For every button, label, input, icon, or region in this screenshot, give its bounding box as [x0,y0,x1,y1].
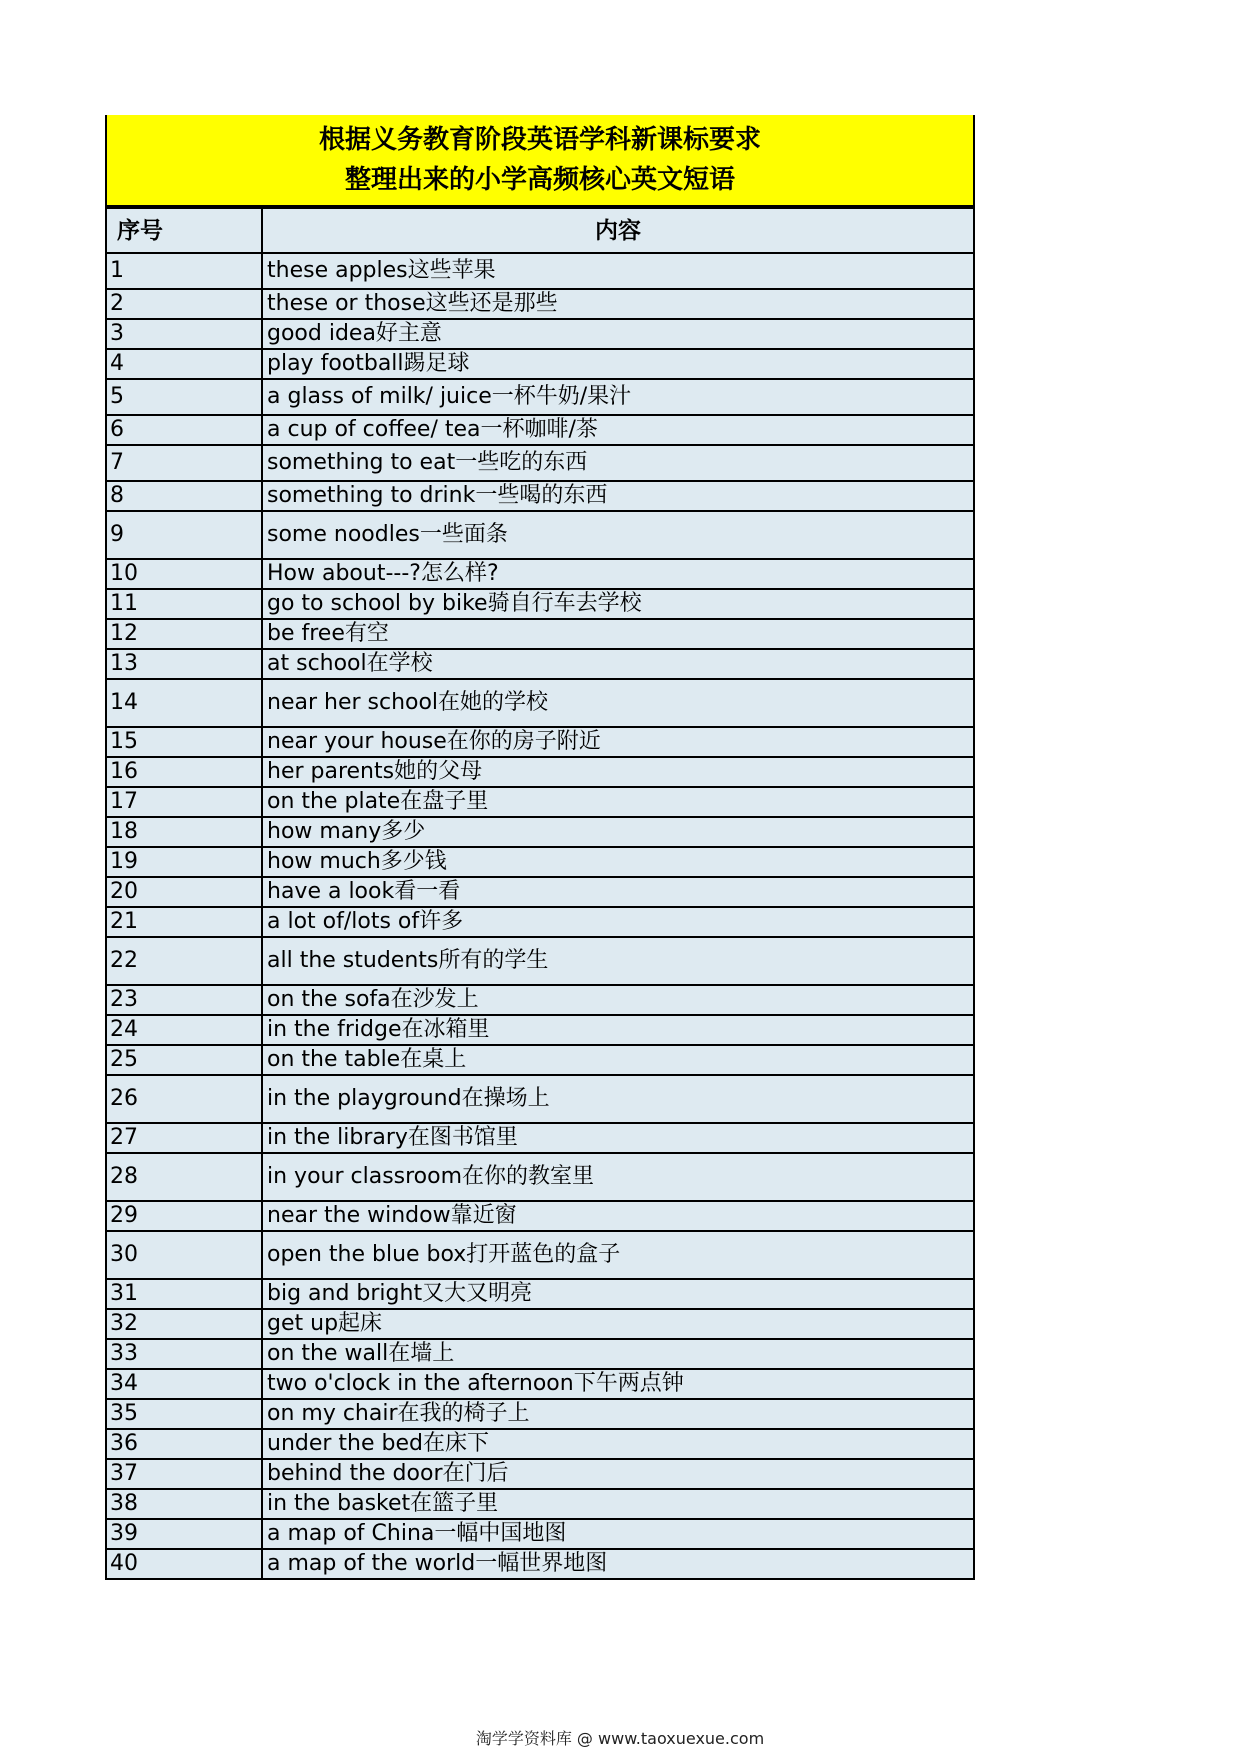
table-row [106,649,974,679]
row-number: 39 [106,1519,262,1549]
table-row [106,1201,974,1231]
row-number: 27 [106,1123,262,1153]
row-number: 36 [106,1429,262,1459]
row-number: 40 [106,1549,262,1579]
table-row [106,787,974,817]
row-number: 25 [106,1045,262,1075]
row-number: 11 [106,589,262,619]
row-phrase: big and bright又大又明亮 [262,1279,974,1309]
table-row [106,1279,974,1309]
row-phrase: get up起床 [262,1309,974,1339]
row-number: 16 [106,757,262,787]
row-phrase: near your house在你的房子附近 [262,727,974,757]
row-number: 23 [106,985,262,1015]
row-phrase: a cup of coffee/ tea一杯咖啡/茶 [262,415,974,445]
row-phrase: a map of the world一幅世界地图 [262,1549,974,1579]
row-number: 3 [106,319,262,349]
row-number: 20 [106,877,262,907]
row-phrase: on the table在桌上 [262,1045,974,1075]
row-phrase: go to school by bike骑自行车去学校 [262,589,974,619]
row-phrase: have a look看一看 [262,877,974,907]
table-row [106,985,974,1015]
table-row [106,559,974,589]
row-number: 14 [106,679,262,727]
footer-watermark: 淘学学资料库 @ www.taoxuexue.com [475,1729,765,1748]
table-row [106,757,974,787]
sheet-title [105,115,975,207]
row-number: 15 [106,727,262,757]
row-phrase: near her school在她的学校 [262,679,974,727]
title-line-2: 整理出来的小学高频核心英文短语 [344,165,735,195]
row-number: 12 [106,619,262,649]
row-phrase: in the library在图书馆里 [262,1123,974,1153]
table-row [106,907,974,937]
table-row [106,415,974,445]
row-phrase: how much多少钱 [262,847,974,877]
table-row [106,727,974,757]
table-row [106,1339,974,1369]
row-phrase: some noodles一些面条 [262,511,974,559]
row-phrase: in the fridge在冰箱里 [262,1015,974,1045]
table-row [106,1231,974,1279]
row-number: 7 [106,445,262,481]
row-number: 32 [106,1309,262,1339]
table-row [106,679,974,727]
row-phrase: be free有空 [262,619,974,649]
row-number: 37 [106,1459,262,1489]
row-phrase: at school在学校 [262,649,974,679]
row-number: 19 [106,847,262,877]
table-row [106,1153,974,1201]
row-phrase: good idea好主意 [262,319,974,349]
row-number: 8 [106,481,262,511]
row-phrase: on the sofa在沙发上 [262,985,974,1015]
row-number: 5 [106,379,262,415]
row-phrase: in the basket在篮子里 [262,1489,974,1519]
row-phrase: on my chair在我的椅子上 [262,1399,974,1429]
row-phrase: under the bed在床下 [262,1429,974,1459]
row-phrase: open the blue box打开蓝色的盒子 [262,1231,974,1279]
row-number: 34 [106,1369,262,1399]
row-phrase: in the playground在操场上 [262,1075,974,1123]
table-row [106,1489,974,1519]
row-number: 2 [106,289,262,319]
table-row [106,589,974,619]
row-phrase: a glass of milk/ juice一杯牛奶/果汁 [262,379,974,415]
header-number: 序号 [106,208,262,253]
row-number: 31 [106,1279,262,1309]
row-number: 6 [106,415,262,445]
table-row [106,1459,974,1489]
row-phrase: her parents她的父母 [262,757,974,787]
row-phrase: on the plate在盘子里 [262,787,974,817]
row-phrase: two o'clock in the afternoon下午两点钟 [262,1369,974,1399]
table-row [106,619,974,649]
row-phrase: on the wall在墙上 [262,1339,974,1369]
row-phrase: play football踢足球 [262,349,974,379]
table-row [106,289,974,319]
table-row [106,1015,974,1045]
row-number: 18 [106,817,262,847]
header-content: 内容 [262,208,974,253]
phrase-table [105,207,975,1580]
row-number: 33 [106,1339,262,1369]
table-row [106,319,974,349]
row-number: 22 [106,937,262,985]
row-number: 9 [106,511,262,559]
row-phrase: all the students所有的学生 [262,937,974,985]
row-phrase: these or those这些还是那些 [262,289,974,319]
row-number: 28 [106,1153,262,1201]
row-phrase: a lot of/lots of许多 [262,907,974,937]
row-number: 24 [106,1015,262,1045]
table-row [106,445,974,481]
table-row [106,1075,974,1123]
table-row [106,1045,974,1075]
table-row [106,1429,974,1459]
table-row [106,481,974,511]
row-phrase: how many多少 [262,817,974,847]
table-row [106,1309,974,1339]
phrase-sheet [105,115,975,1580]
table-row [106,379,974,415]
row-number: 21 [106,907,262,937]
row-phrase: behind the door在门后 [262,1459,974,1489]
row-number: 38 [106,1489,262,1519]
row-phrase: these apples这些苹果 [262,253,974,289]
row-phrase: something to eat一些吃的东西 [262,445,974,481]
table-row [106,1549,974,1579]
table-row [106,937,974,985]
row-number: 35 [106,1399,262,1429]
row-number: 4 [106,349,262,379]
row-phrase: How about---?怎么样? [262,559,974,589]
row-number: 13 [106,649,262,679]
table-row [106,1399,974,1429]
table-row [106,253,974,289]
table-row [106,877,974,907]
row-phrase: something to drink一些喝的东西 [262,481,974,511]
table-row [106,349,974,379]
row-number: 17 [106,787,262,817]
table-row [106,817,974,847]
table-row [106,1519,974,1549]
row-number: 1 [106,253,262,289]
table-row [106,1369,974,1399]
row-phrase: a map of China一幅中国地图 [262,1519,974,1549]
table-row [106,1123,974,1153]
table-row [106,511,974,559]
table-row [106,847,974,877]
title-line-1: 根据义务教育阶段英语学科新课标要求 [318,125,761,155]
row-number: 30 [106,1231,262,1279]
row-phrase: near the window靠近窗 [262,1201,974,1231]
table-header-row [106,208,974,253]
row-number: 26 [106,1075,262,1123]
row-phrase: in your classroom在你的教室里 [262,1153,974,1201]
row-number: 10 [106,559,262,589]
row-number: 29 [106,1201,262,1231]
